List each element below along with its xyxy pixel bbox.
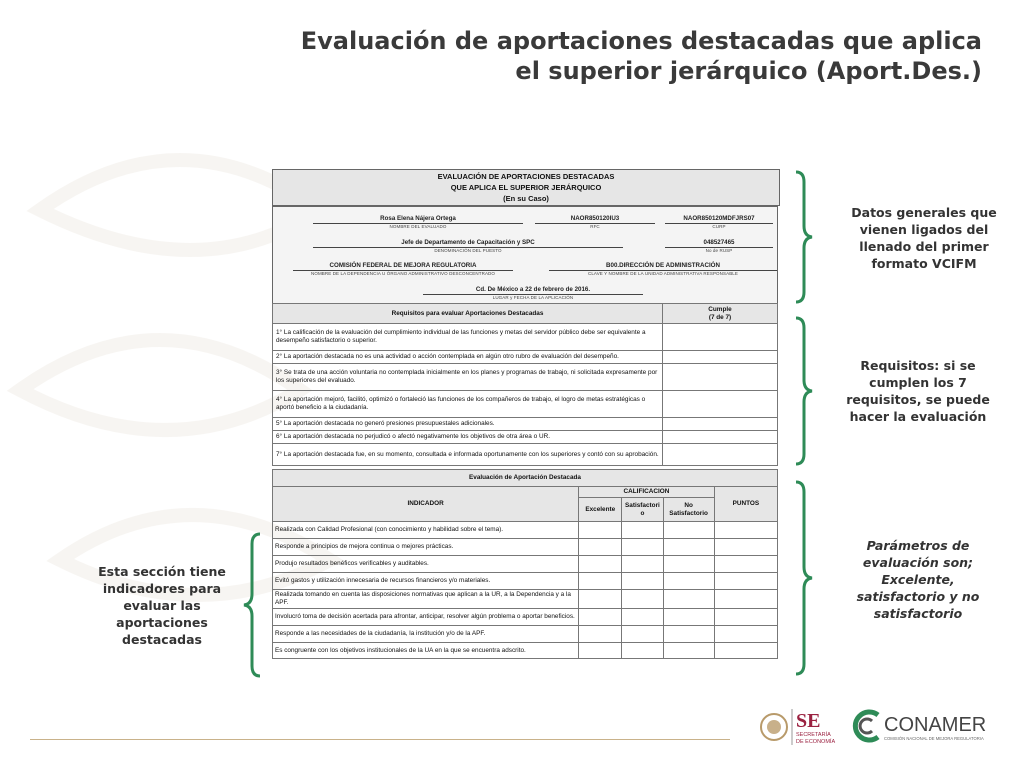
score-cell[interactable] (622, 590, 663, 609)
requirement-item: 4° La aportación mejoró, facilitó, optimizó o fortaleció las funciones de los compañeros de trabajo, el logro de metas estratégicas o aportó beneficio a la ciudadanía. (273, 391, 663, 418)
score-cell[interactable] (579, 573, 622, 590)
requirement-check[interactable] (663, 364, 778, 391)
evaluee-name-field: Rosa Elena Nájera Ortega NOMBRE DEL EVALUADO (313, 215, 523, 229)
requirement-item: 5° La aportación destacada no generó presiones presupuestales adicionales. (273, 418, 663, 431)
requirement-check[interactable] (663, 391, 778, 418)
puntos-header: PUNTOS (714, 487, 777, 522)
indicator-header: INDICADOR (273, 487, 579, 522)
note-datos: Datos generales que vienen ligados del llenado del primer formato VCIFM (851, 205, 997, 271)
score-cell[interactable] (579, 609, 622, 626)
points-cell[interactable] (714, 573, 777, 590)
no-satisfactorio-header: No Satisfactorio (663, 498, 714, 522)
score-cell[interactable] (663, 522, 714, 539)
score-cell[interactable] (579, 626, 622, 643)
indicator-item: Evitó gastos y utilización innecesaria de recursos financieros y/o materiales. (273, 573, 579, 590)
rusp-field: 048527465 No de RUSP (665, 239, 773, 253)
score-cell[interactable] (663, 539, 714, 556)
indicator-item: Realizada tomando en cuenta las disposiciones normativas que aplican a la UR, a la Dependencia y a la APF. (273, 590, 579, 609)
form-header-line1: EVALUACIÓN DE APORTACIONES DESTACADAS (437, 172, 615, 181)
score-cell[interactable] (579, 590, 622, 609)
conamer-logo-sub: COMISIÓN NACIONAL DE MEJORA REGULATORIA (884, 736, 984, 741)
requirement-check[interactable] (663, 324, 778, 351)
note-requisitos: Requisitos: si se cumplen los 7 requisitos, se puede hacer la evaluación (846, 358, 990, 424)
indicator-item: Involucró toma de decisión acertada para afrontar, anticipar, resolver algún problema o aportar beneficios. (273, 609, 579, 626)
note-parametros: Parámetros de evaluación son; Excelente, satisfactorio y no satisfactorio (856, 538, 980, 621)
conamer-logo-text: CONAMER (884, 714, 987, 736)
evaluation-table (272, 469, 778, 659)
points-cell[interactable] (714, 556, 777, 573)
score-cell[interactable] (622, 643, 663, 659)
requirement-check[interactable] (663, 418, 778, 431)
score-cell[interactable] (579, 643, 622, 659)
curp-field: NAOR850120MDFJRS07 CURP (665, 215, 773, 229)
requirement-item: 7° La aportación destacada fue, en su momento, consultada e informada oportunamente con los superiores y contó con su aprobación. (273, 444, 663, 466)
se-logo (760, 703, 850, 748)
brace-requisitos (792, 316, 814, 466)
points-cell[interactable] (714, 539, 777, 556)
dependency-field: COMISIÓN FEDERAL DE MEJORA REGULATORIA NOMBRE DE LA DEPENDENCIA U ÓRGANO ADMINISTRATIVO DESCONCENTRADO (293, 262, 513, 276)
satisfactorio-header: Satisfactorio (622, 498, 663, 522)
place-date-field: Cd. De México a 22 de febrero de 2016. LUGAR y FECHA DE LA APLICACIÓN (423, 286, 643, 300)
cumple-header: Cumple (7 de 7) (663, 304, 778, 324)
points-cell[interactable] (714, 590, 777, 609)
score-cell[interactable] (579, 522, 622, 539)
score-cell[interactable] (579, 539, 622, 556)
score-cell[interactable] (622, 626, 663, 643)
requirement-item: 2° La aportación destacada no es una actividad o acción contemplada en algún otro rubro de evaluación del desempeño. (273, 351, 663, 364)
indicator-item: Responde a las necesidades de la ciudadanía, la institución y/o de la APF. (273, 626, 579, 643)
score-cell[interactable] (579, 556, 622, 573)
indicator-item: Es congruente con los objetivos institucionales de la UA en la que se encuentra adscrito. (273, 643, 579, 659)
general-data-section (272, 206, 778, 304)
evaluation-header: Evaluación de Aportación Destacada (273, 470, 778, 487)
form-header-line2: QUE APLICA EL SUPERIOR JERÁRQUICO (450, 183, 602, 192)
score-cell[interactable] (663, 643, 714, 659)
requirement-check[interactable] (663, 431, 778, 444)
requirement-check[interactable] (663, 444, 778, 466)
requirement-item: 3° Se trata de una acción voluntaria no contemplada inicialmente en los planes y programas de trabajo, ni solicitada expresamente por los superiores del evaluado. (273, 364, 663, 391)
se-logo-sub1: SECRETARÍA (796, 732, 831, 738)
score-cell[interactable] (622, 609, 663, 626)
score-cell[interactable] (622, 539, 663, 556)
brace-indicadores (242, 532, 264, 678)
page-title-line1: Evaluación de aportaciones destacadas que aplica (300, 27, 982, 55)
score-cell[interactable] (663, 626, 714, 643)
note-indicadores: Esta sección tiene indicadores para evaluar las aportaciones destacadas (98, 564, 226, 647)
position-field: Jefe de Departamento de Capacitación y SPC DENOMINACIÓN DEL PUESTO (313, 239, 623, 253)
page-title (222, 26, 982, 86)
requirement-item: 6° La aportación destacada no perjudicó o afectó negativamente los objetivos de otra área o UR. (273, 431, 663, 444)
page-title-line2: el superior jerárquico (Aport.Des.) (515, 57, 982, 85)
rfc-field: NAOR850120IU3 RFC (535, 215, 655, 229)
score-cell[interactable] (663, 590, 714, 609)
requirement-item: 1° La calificación de la evaluación del cumplimiento individual de las funciones y metas del servidor público debe ser equivalente a desempeño satisfactorio o superior. (273, 324, 663, 351)
brace-datos (792, 170, 814, 304)
se-logo-sub2: DE ECONOMÍA (796, 739, 836, 745)
indicator-item: Responde a principios de mejora continua o mejores prácticas. (273, 539, 579, 556)
points-cell[interactable] (714, 643, 777, 659)
form-header (272, 169, 780, 206)
footer-divider (30, 739, 730, 740)
score-cell[interactable] (622, 573, 663, 590)
score-cell[interactable] (663, 573, 714, 590)
form-header-line3: (En su Caso) (503, 194, 549, 203)
score-cell[interactable] (622, 522, 663, 539)
requirements-header: Requisitos para evaluar Aportaciones Destacadas (273, 304, 663, 324)
calificacion-header: CALIFICACION (579, 487, 715, 498)
requirement-check[interactable] (663, 351, 778, 364)
points-cell[interactable] (714, 522, 777, 539)
score-cell[interactable] (663, 609, 714, 626)
score-cell[interactable] (622, 556, 663, 573)
points-cell[interactable] (714, 626, 777, 643)
score-cell[interactable] (663, 556, 714, 573)
excelente-header: Excelente (579, 498, 622, 522)
indicator-item: Realizada con Calidad Profesional (con conocimiento y habilidad sobre el tema). (273, 522, 579, 539)
indicator-item: Produjo resultados benéficos verificables y auditables. (273, 556, 579, 573)
conamer-logo (850, 707, 1000, 745)
unit-field: B00.DIRECCIÓN DE ADMINISTRACIÓN CLAVE Y NOMBRE DE LA UNIDAD ADMINISTRATIVA RESPONSABLE (549, 262, 777, 276)
brace-parametros (792, 480, 814, 676)
se-logo-text: SE (796, 710, 821, 732)
requirements-table (272, 303, 778, 466)
points-cell[interactable] (714, 609, 777, 626)
